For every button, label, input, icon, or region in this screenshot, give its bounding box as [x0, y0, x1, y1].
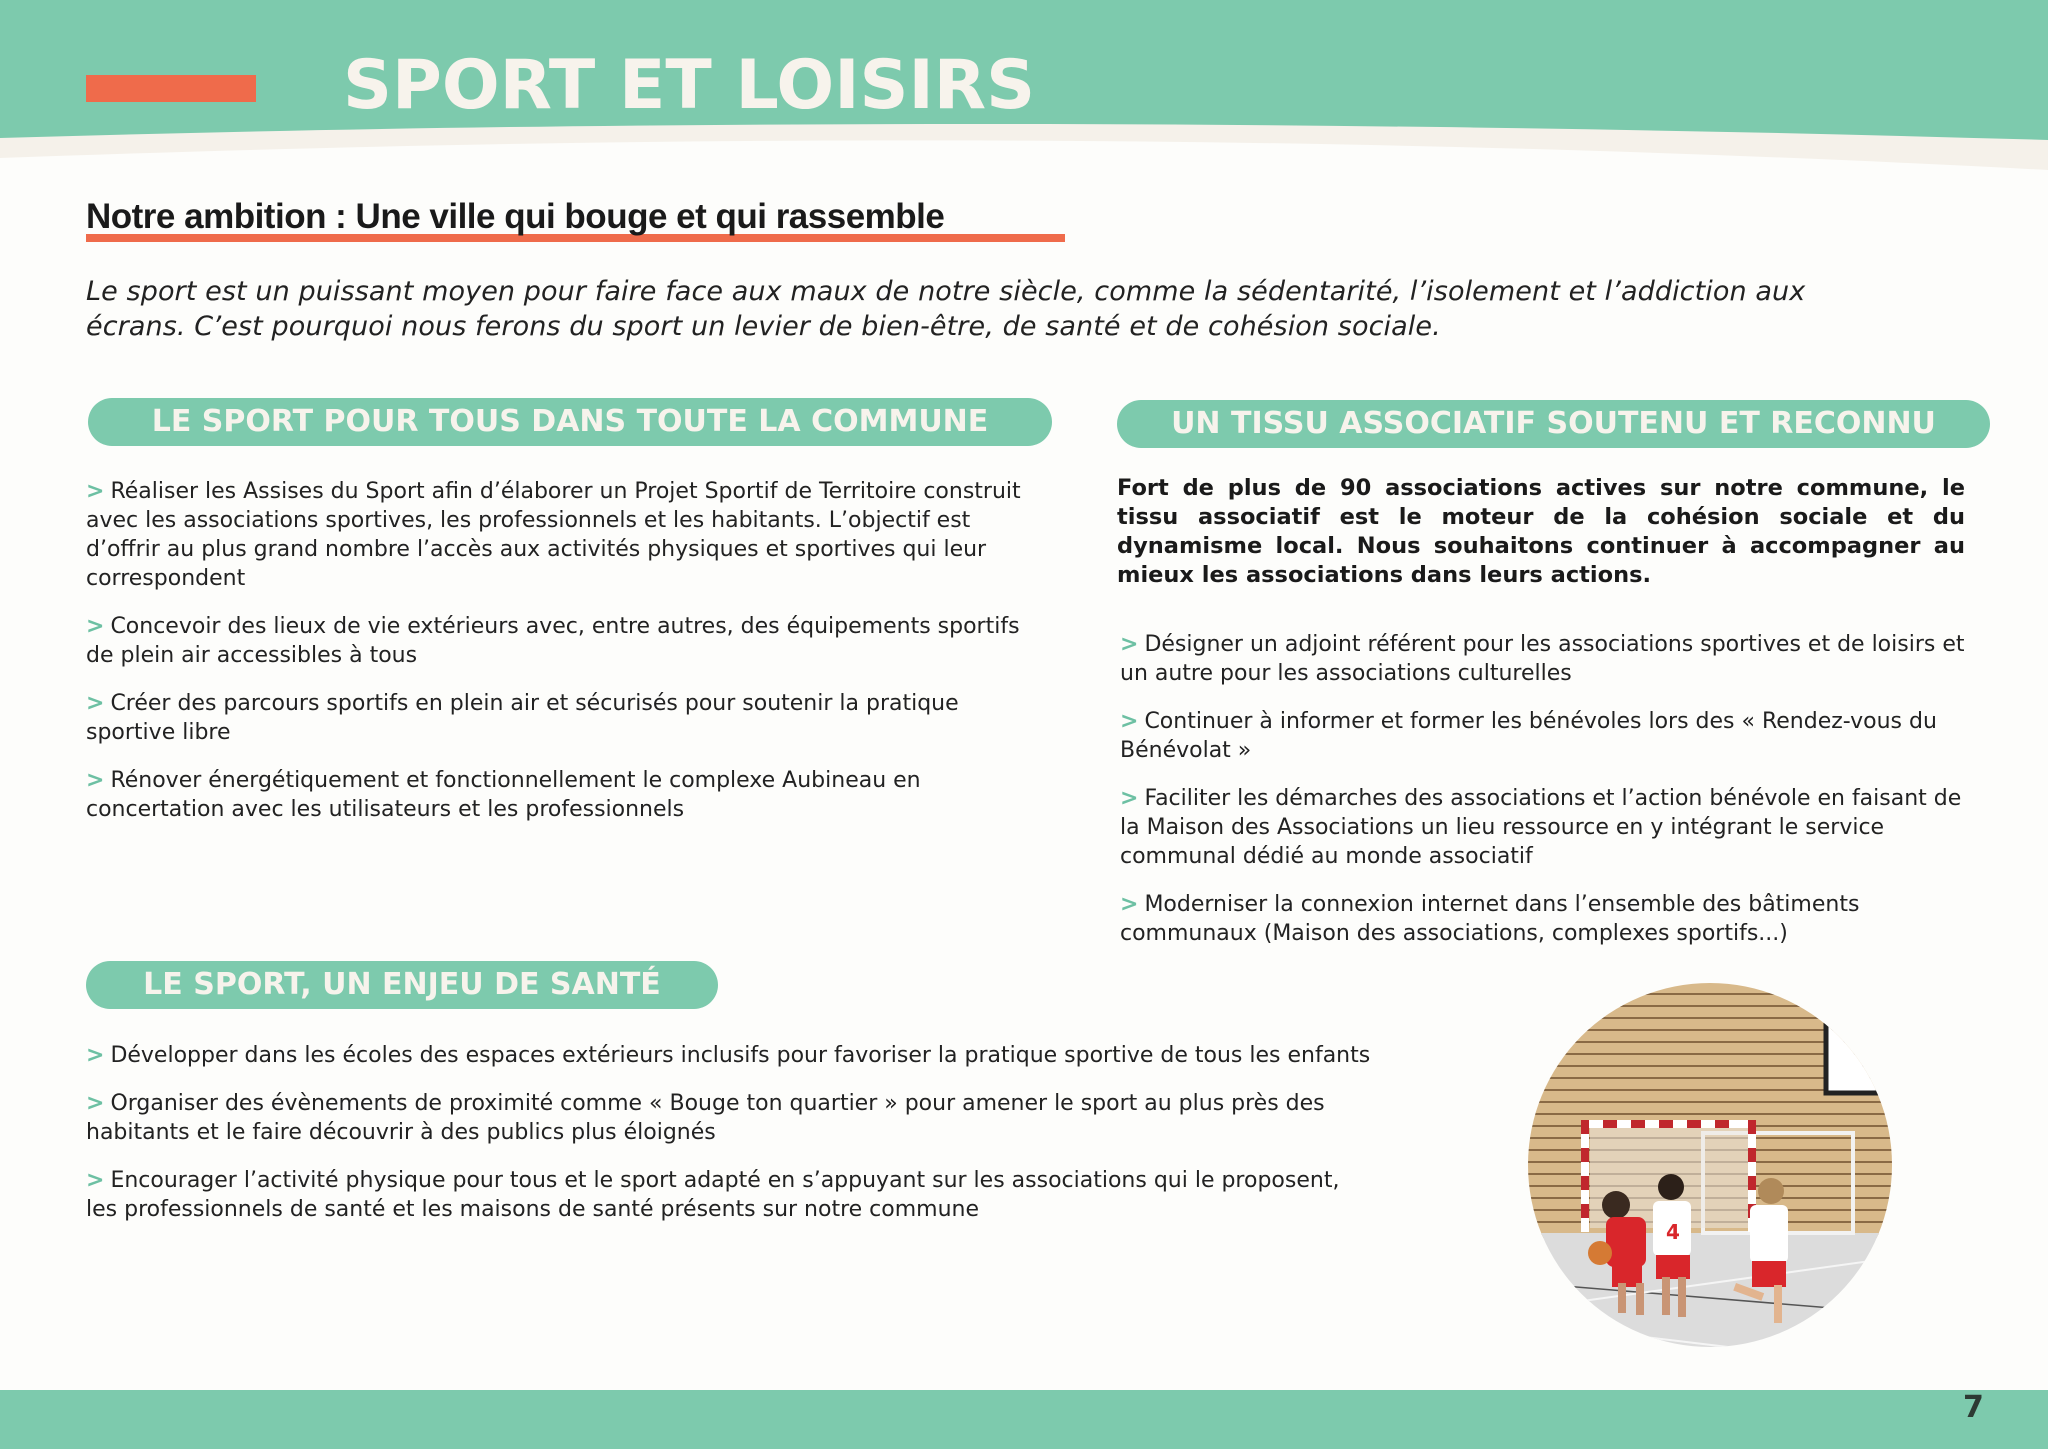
chevron-right-icon: > — [86, 479, 105, 504]
list-item-text: Désigner un adjoint référent pour les associations sportives et de loisirs et un autre pour les associations culturelles — [1120, 632, 1965, 686]
sport-pour-tous-list — [86, 477, 1046, 843]
chevron-right-icon: > — [86, 768, 105, 793]
list-item — [1120, 784, 1980, 871]
list-item-text: Réaliser les Assises du Sport afin d’élaborer un Projet Sportif de Territoire construit avec les associations sportives, les professionnels et les habitants. L’objectif est d’offrir au plus grand nombre l’accès aux activités physiques et sportives qui leur correspondent — [86, 479, 1021, 591]
list-item — [86, 766, 1046, 824]
list-item-text: Concevoir des lieux de vie extérieurs avec, entre autres, des équipements sportifs de plein air accessibles à tous — [86, 614, 1020, 668]
page-title: SPORT ET LOISIRS — [343, 46, 1036, 125]
svg-text:4: 4 — [1666, 1220, 1680, 1244]
list-item-text: Organiser des évènements de proximité comme « Bouge ton quartier » pour amener le sport au plus près des habitants et le faire découvrir à des publics plus éloignés — [86, 1091, 1325, 1145]
list-item-text: Continuer à informer et former les bénévoles lors des « Rendez-vous du Bénévolat » — [1120, 709, 1937, 763]
page-number: 7 — [1963, 1390, 1984, 1425]
intro-paragraph: Le sport est un puissant moyen pour faire face aux maux de notre siècle, comme la sédentarité, l’isolement et l’addiction aux écrans. C’est pourquoi nous ferons du sport un levier de bien-être, de santé et de cohésion sociale. — [86, 276, 1806, 342]
section-heading-enjeu-sante: LE SPORT, UN ENJEU DE SANTÉ — [86, 961, 718, 1009]
list-item-text: Faciliter les démarches des associations et l’action bénévole en faisant de la Maison des Associations un lieu ressource en y intégrant le service communal dédié au monde associatif — [1120, 786, 1962, 869]
list-item — [1120, 890, 1980, 948]
tissu-associatif-intro: Fort de plus de 90 associations actives sur notre commune, le tissu associatif est le moteur de la cohésion sociale et du dynamisme local. Nous souhaitons continuer à accompagner au mieux les associations dans leurs actions. — [1117, 475, 1965, 588]
section-heading-tissu-associatif: UN TISSU ASSOCIATIF SOUTENU ET RECONNU — [1117, 400, 1990, 448]
ambition-title: Notre ambition : Une ville qui bouge et qui rassemble — [86, 197, 945, 236]
enjeu-sante-list — [86, 1041, 1376, 1243]
list-item-text: Créer des parcours sportifs en plein air et sécurisés pour soutenir la pratique sportive libre — [86, 691, 959, 745]
list-item — [1120, 707, 1980, 765]
list-item — [86, 1166, 1376, 1224]
chevron-right-icon: > — [1120, 892, 1139, 917]
list-item-text: Encourager l’activité physique pour tous et le sport adapté en s’appuyant sur les associations qui le proposent, les professionnels de santé et les maisons de santé présents sur notre commune — [86, 1168, 1340, 1222]
chevron-right-icon: > — [1120, 709, 1139, 734]
chevron-right-icon: > — [86, 691, 105, 716]
tissu-associatif-list — [1120, 630, 1980, 967]
list-item — [86, 477, 1046, 593]
header-accent-bar — [86, 75, 256, 102]
list-item — [86, 689, 1046, 747]
list-item — [1120, 630, 1980, 688]
list-item — [86, 1041, 1376, 1070]
chevron-right-icon: > — [86, 1091, 105, 1116]
section-heading-sport-pour-tous: LE SPORT POUR TOUS DANS TOUTE LA COMMUNE — [88, 398, 1052, 446]
chevron-right-icon: > — [86, 614, 105, 639]
list-item-text: Développer dans les écoles des espaces extérieurs inclusifs pour favoriser la pratique sportive de tous les enfants — [110, 1043, 1371, 1068]
footer-band — [0, 1390, 2048, 1449]
list-item-text: Moderniser la connexion internet dans l’ensemble des bâtiments communaux (Maison des associations, complexes sportifs...) — [1120, 892, 1860, 946]
chevron-right-icon: > — [86, 1043, 105, 1068]
list-item-text: Rénover énergétiquement et fonctionnellement le complexe Aubineau en concertation avec les utilisateurs et les professionnels — [86, 768, 921, 822]
sport-photo — [1528, 983, 1892, 1347]
list-item — [86, 612, 1046, 670]
basketball-kids-image — [1528, 983, 1892, 1347]
chevron-right-icon: > — [1120, 786, 1139, 811]
chevron-right-icon: > — [1120, 632, 1139, 657]
chevron-right-icon: > — [86, 1168, 105, 1193]
list-item — [86, 1089, 1376, 1147]
